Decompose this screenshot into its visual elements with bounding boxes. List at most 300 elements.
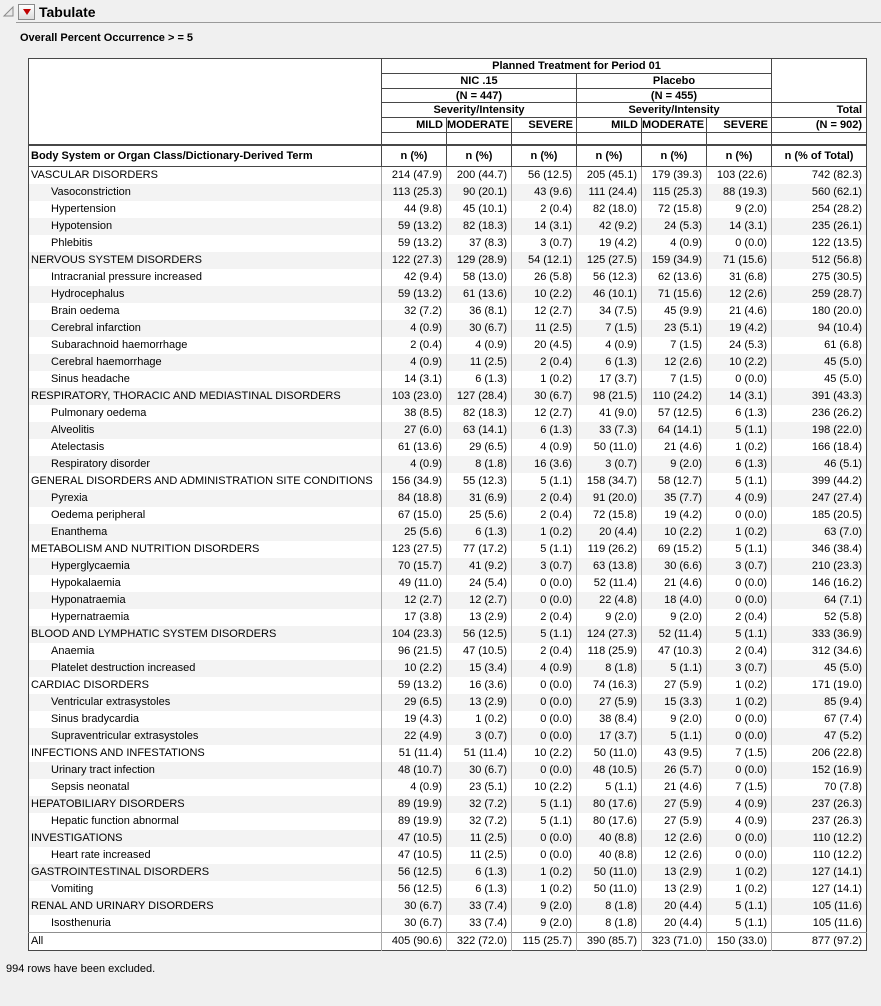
term-cell: Isosthenuria (51, 917, 111, 929)
value-cell: 72 (15.8) (642, 201, 707, 218)
value-cell: 47 (10.5) (382, 830, 447, 847)
value-cell: 152 (16.9) (772, 762, 867, 779)
value-cell: 22 (4.9) (382, 728, 447, 745)
term-cell: RENAL AND URINARY DISORDERS (29, 898, 382, 915)
value-cell: 21 (4.6) (642, 779, 707, 796)
value-cell: 10 (2.2) (512, 286, 577, 303)
value-cell: 127 (28.4) (447, 388, 512, 405)
value-cell: 4 (0.9) (512, 439, 577, 456)
value-cell: 1 (0.2) (447, 711, 512, 728)
table-row (29, 456, 867, 473)
outline-title-bar (0, 0, 881, 23)
value-cell: 5 (1.1) (512, 541, 577, 558)
value-cell: 56 (12.3) (577, 269, 642, 286)
value-cell: 205 (45.1) (577, 167, 642, 185)
term-cell: Hypokalaemia (51, 577, 121, 589)
value-cell: 4 (0.9) (642, 235, 707, 252)
value-cell: 5 (1.1) (512, 796, 577, 813)
table-row (29, 235, 867, 252)
value-cell: 237 (26.3) (772, 813, 867, 830)
value-cell: 50 (11.0) (577, 439, 642, 456)
value-cell: 4 (0.9) (447, 337, 512, 354)
value-cell: 1 (0.2) (512, 524, 577, 541)
value-cell: 560 (62.1) (772, 184, 867, 201)
value-cell: 33 (7.3) (577, 422, 642, 439)
value-cell: 0 (0.0) (512, 575, 577, 592)
value-cell: 56 (12.5) (382, 881, 447, 898)
value-cell: 21 (4.6) (707, 303, 772, 320)
value-cell: 13 (2.9) (447, 694, 512, 711)
value-cell: 32 (7.2) (447, 813, 512, 830)
value-cell: 17 (3.7) (577, 728, 642, 745)
value-cell: 57 (12.5) (642, 405, 707, 422)
term-cell: Alveolitis (29, 422, 382, 439)
term-cell: Brain oedema (51, 305, 120, 317)
value-cell: 89 (19.9) (382, 796, 447, 813)
value-cell: 3 (0.7) (447, 728, 512, 745)
value-cell: 45 (10.1) (447, 201, 512, 218)
header-group-placebo: Placebo (577, 74, 772, 89)
value-cell: 8 (1.8) (577, 660, 642, 677)
table-row (29, 728, 867, 745)
value-cell: 55 (12.3) (447, 473, 512, 490)
value-cell: 125 (27.5) (577, 252, 642, 269)
value-cell: 2 (0.4) (512, 609, 577, 626)
value-cell: 18 (4.0) (642, 592, 707, 609)
value-cell: 6 (1.3) (447, 524, 512, 541)
table-row (29, 796, 867, 813)
value-cell: 14 (3.1) (512, 218, 577, 235)
term-cell: Sepsis neonatal (51, 781, 130, 793)
table-body (29, 167, 867, 951)
value-cell: 46 (5.1) (772, 456, 867, 473)
value-cell: 3 (0.7) (707, 558, 772, 575)
term-cell: Hyperglycaemia (29, 558, 382, 575)
value-cell: 30 (6.7) (447, 762, 512, 779)
value-cell: 80 (17.6) (577, 796, 642, 813)
value-cell: 254 (28.2) (772, 201, 867, 218)
term-cell: All (29, 933, 382, 951)
term-cell: GENERAL DISORDERS AND ADMINISTRATION SITE CONDITIONS (31, 475, 373, 487)
term-cell: INFECTIONS AND INFESTATIONS (31, 747, 205, 759)
table-row (29, 898, 867, 915)
value-cell: 23 (5.1) (447, 779, 512, 796)
value-cell: 4 (0.9) (707, 813, 772, 830)
table-row (29, 405, 867, 422)
value-cell: 0 (0.0) (512, 762, 577, 779)
value-cell: 5 (1.1) (512, 626, 577, 643)
table-row (29, 847, 867, 864)
header-term-label: Body System or Organ Class/Dictionary-Derived Term (29, 145, 382, 167)
value-cell: 2 (0.4) (382, 337, 447, 354)
value-cell: 27 (5.9) (642, 677, 707, 694)
value-cell: 67 (15.0) (382, 507, 447, 524)
value-cell: 30 (6.7) (512, 388, 577, 405)
value-cell: 24 (5.4) (447, 575, 512, 592)
value-cell: 0 (0.0) (512, 847, 577, 864)
value-cell: 20 (4.4) (642, 915, 707, 933)
value-cell: 29 (6.5) (447, 439, 512, 456)
value-cell: 23 (5.1) (642, 320, 707, 337)
term-cell: Phlebitis (51, 237, 93, 249)
value-cell: 0 (0.0) (512, 711, 577, 728)
value-cell: 110 (12.2) (772, 847, 867, 864)
value-cell: 1 (0.2) (707, 677, 772, 694)
value-cell: 63 (14.1) (447, 422, 512, 439)
table-row (29, 558, 867, 575)
value-cell: 59 (13.2) (382, 677, 447, 694)
value-cell: 11 (2.5) (447, 847, 512, 864)
table-row (29, 592, 867, 609)
header-mild-nic15: MILD (382, 118, 447, 133)
value-cell: 127 (14.1) (772, 864, 867, 881)
term-cell: Vomiting (51, 883, 94, 895)
value-cell: 5 (1.1) (642, 660, 707, 677)
value-cell: 21 (4.6) (642, 439, 707, 456)
value-cell: 45 (9.9) (642, 303, 707, 320)
header-planned-treatment: Planned Treatment for Period 01 (382, 59, 772, 74)
table-row (29, 609, 867, 626)
disclosure-triangle-icon[interactable] (2, 5, 15, 18)
header-group-nic15: NIC .15 (382, 74, 577, 89)
term-cell: GASTROINTESTINAL DISORDERS (29, 864, 382, 881)
value-cell: 69 (15.2) (642, 541, 707, 558)
value-cell: 43 (9.6) (512, 184, 577, 201)
value-cell: 56 (12.5) (382, 864, 447, 881)
title-divider (16, 22, 881, 23)
tabulate-container (28, 58, 881, 951)
value-cell: 122 (27.3) (382, 252, 447, 269)
value-cell: 5 (1.1) (707, 473, 772, 490)
value-cell: 37 (8.3) (447, 235, 512, 252)
value-cell: 0 (0.0) (707, 762, 772, 779)
value-cell: 33 (7.4) (447, 898, 512, 915)
value-cell: 405 (90.6) (382, 933, 447, 951)
table-row (29, 218, 867, 235)
value-cell: 10 (2.2) (707, 354, 772, 371)
value-cell: 1 (0.2) (707, 524, 772, 541)
value-cell: 333 (36.9) (772, 626, 867, 643)
table-row (29, 779, 867, 796)
term-cell: Hepatic function abnormal (51, 815, 179, 827)
value-cell: 877 (97.2) (772, 933, 867, 951)
value-cell: 48 (10.7) (382, 762, 447, 779)
value-cell: 179 (39.3) (642, 167, 707, 185)
value-cell: 236 (26.2) (772, 405, 867, 422)
value-cell: 0 (0.0) (707, 847, 772, 864)
header-moderate-placebo: MODERATE (642, 118, 707, 133)
value-cell: 5 (1.1) (577, 779, 642, 796)
value-cell: 41 (9.0) (577, 405, 642, 422)
value-cell: 13 (2.9) (642, 881, 707, 898)
value-cell: 13 (2.9) (642, 864, 707, 881)
value-cell: 3 (0.7) (577, 456, 642, 473)
value-cell: 5 (1.1) (512, 473, 577, 490)
value-cell: 12 (2.7) (512, 303, 577, 320)
table-row (29, 303, 867, 320)
value-cell: 113 (25.3) (382, 184, 447, 201)
header-stat-label: n (%) (642, 145, 707, 167)
value-cell: 10 (2.2) (642, 524, 707, 541)
value-cell: 96 (21.5) (382, 643, 447, 660)
red-triangle-menu-icon[interactable] (18, 4, 35, 20)
value-cell: 115 (25.3) (642, 184, 707, 201)
value-cell: 9 (2.0) (707, 201, 772, 218)
table-row (29, 524, 867, 541)
value-cell: 0 (0.0) (707, 592, 772, 609)
value-cell: 2 (0.4) (512, 201, 577, 218)
value-cell: 2 (0.4) (512, 643, 577, 660)
value-cell: 0 (0.0) (512, 830, 577, 847)
value-cell: 72 (15.8) (577, 507, 642, 524)
value-cell: 200 (44.7) (447, 167, 512, 185)
value-cell: 8 (1.8) (577, 898, 642, 915)
value-cell: 115 (25.7) (512, 933, 577, 951)
value-cell: 34 (7.5) (577, 303, 642, 320)
value-cell: 11 (2.5) (447, 354, 512, 371)
value-cell: 61 (6.8) (772, 337, 867, 354)
table-row (29, 320, 867, 337)
value-cell: 322 (72.0) (447, 933, 512, 951)
value-cell: 30 (6.7) (382, 915, 447, 933)
value-cell: 312 (34.6) (772, 643, 867, 660)
value-cell: 27 (5.9) (642, 813, 707, 830)
value-cell: 2 (0.4) (512, 507, 577, 524)
header-stat-label: n (%) (577, 145, 642, 167)
value-cell: 52 (11.4) (642, 626, 707, 643)
value-cell: 64 (14.1) (642, 422, 707, 439)
value-cell: 71 (15.6) (707, 252, 772, 269)
value-cell: 22 (4.8) (577, 592, 642, 609)
value-cell: 0 (0.0) (512, 592, 577, 609)
term-cell: Intracranial pressure increased (51, 271, 203, 283)
term-cell: Cerebral infarction (29, 320, 382, 337)
header-stat-label: n (%) (382, 145, 447, 167)
page-title: Tabulate (39, 3, 96, 20)
value-cell: 27 (5.9) (642, 796, 707, 813)
value-cell: 1 (0.2) (707, 439, 772, 456)
value-cell: 82 (18.0) (577, 201, 642, 218)
value-cell: 159 (34.9) (642, 252, 707, 269)
value-cell: 110 (24.2) (642, 388, 707, 405)
value-cell: 98 (21.5) (577, 388, 642, 405)
value-cell: 4 (0.9) (707, 796, 772, 813)
value-cell: 82 (18.3) (447, 405, 512, 422)
value-cell: 110 (12.2) (772, 830, 867, 847)
header-stat-label: n (%) (512, 145, 577, 167)
value-cell: 74 (16.3) (577, 677, 642, 694)
value-cell: 45 (5.0) (772, 371, 867, 388)
value-cell: 156 (34.9) (382, 473, 447, 490)
term-cell: Urinary tract infection (29, 762, 382, 779)
value-cell: 6 (1.3) (577, 354, 642, 371)
header-moderate-nic15: MODERATE (447, 118, 512, 133)
value-cell: 67 (7.4) (772, 711, 867, 728)
value-cell: 122 (13.5) (772, 235, 867, 252)
value-cell: 185 (20.5) (772, 507, 867, 524)
value-cell: 26 (5.8) (512, 269, 577, 286)
value-cell: 7 (1.5) (642, 337, 707, 354)
value-cell: 54 (12.1) (512, 252, 577, 269)
value-cell: 48 (10.5) (577, 762, 642, 779)
value-cell: 46 (10.1) (577, 286, 642, 303)
excluded-rows-note: 994 rows have been excluded. (6, 963, 156, 975)
value-cell: 38 (8.5) (382, 405, 447, 422)
term-cell: Atelectasis (51, 441, 105, 453)
value-cell: 104 (23.3) (382, 626, 447, 643)
value-cell: 50 (11.0) (577, 745, 642, 762)
value-cell: 90 (20.1) (447, 184, 512, 201)
value-cell: 31 (6.8) (707, 269, 772, 286)
value-cell: 6 (1.3) (447, 371, 512, 388)
value-cell: 198 (22.0) (772, 422, 867, 439)
value-cell: 41 (9.2) (447, 558, 512, 575)
value-cell: 15 (3.4) (447, 660, 512, 677)
value-cell: 14 (3.1) (382, 371, 447, 388)
table-row (29, 915, 867, 933)
value-cell: 52 (5.8) (772, 609, 867, 626)
value-cell: 35 (7.7) (642, 490, 707, 507)
term-cell: Cerebral haemorrhage (29, 354, 382, 371)
value-cell: 32 (7.2) (447, 796, 512, 813)
value-cell: 7 (1.5) (577, 320, 642, 337)
value-cell: 124 (27.3) (577, 626, 642, 643)
term-cell: Pulmonary oedema (51, 407, 147, 419)
value-cell: 12 (2.6) (642, 847, 707, 864)
value-cell: 5 (1.1) (642, 728, 707, 745)
value-cell: 150 (33.0) (707, 933, 772, 951)
term-cell: NERVOUS SYSTEM DISORDERS (29, 252, 382, 269)
value-cell: 9 (2.0) (577, 609, 642, 626)
value-cell: 26 (5.7) (642, 762, 707, 779)
value-cell: 24 (5.3) (642, 218, 707, 235)
value-cell: 158 (34.7) (577, 473, 642, 490)
value-cell: 0 (0.0) (707, 711, 772, 728)
value-cell: 3 (0.7) (512, 558, 577, 575)
header-total-stat-label: n (% of Total) (772, 145, 867, 167)
value-cell: 17 (3.8) (382, 609, 447, 626)
value-cell: 43 (9.5) (642, 745, 707, 762)
value-cell: 38 (8.4) (577, 711, 642, 728)
term-cell: Hypotension (29, 218, 382, 235)
value-cell: 30 (6.7) (382, 898, 447, 915)
value-cell: 9 (2.0) (642, 456, 707, 473)
value-cell: 58 (12.7) (642, 473, 707, 490)
value-cell: 12 (2.7) (512, 405, 577, 422)
value-cell: 4 (0.9) (382, 779, 447, 796)
value-cell: 1 (0.2) (707, 881, 772, 898)
value-cell: 5 (1.1) (707, 626, 772, 643)
header-total-label: Total (772, 103, 867, 118)
term-cell: INVESTIGATIONS (29, 830, 382, 847)
value-cell: 5 (1.1) (707, 915, 772, 933)
value-cell: 9 (2.0) (512, 915, 577, 933)
value-cell: 19 (4.2) (707, 320, 772, 337)
value-cell: 103 (23.0) (382, 388, 447, 405)
table-row (29, 184, 867, 201)
header-n-placebo: (N = 455) (577, 89, 772, 103)
value-cell: 52 (11.4) (577, 575, 642, 592)
value-cell: 2 (0.4) (707, 609, 772, 626)
term-cell: Enanthema (29, 524, 382, 541)
term-cell: Sinus headache (51, 373, 130, 385)
value-cell: 70 (15.7) (382, 558, 447, 575)
value-cell: 0 (0.0) (512, 694, 577, 711)
header-n-nic15: (N = 447) (382, 89, 577, 103)
value-cell: 180 (20.0) (772, 303, 867, 320)
value-cell: 12 (2.6) (642, 354, 707, 371)
value-cell: 7 (1.5) (642, 371, 707, 388)
value-cell: 166 (18.4) (772, 439, 867, 456)
term-cell: HEPATOBILIARY DISORDERS (29, 796, 382, 813)
value-cell: 42 (9.4) (382, 269, 447, 286)
value-cell: 36 (8.1) (447, 303, 512, 320)
table-row (29, 201, 867, 218)
value-cell: 742 (82.3) (772, 167, 867, 185)
value-cell: 85 (9.4) (772, 694, 867, 711)
value-cell: 12 (2.7) (447, 592, 512, 609)
value-cell: 10 (2.2) (512, 745, 577, 762)
value-cell: 1 (0.2) (707, 864, 772, 881)
term-cell: Ventricular extrasystoles (29, 694, 382, 711)
value-cell: 20 (4.4) (577, 524, 642, 541)
value-cell: 13 (2.9) (447, 609, 512, 626)
value-cell: 6 (1.3) (707, 456, 772, 473)
table-row (29, 388, 867, 405)
value-cell: 206 (22.8) (772, 745, 867, 762)
value-cell: 25 (5.6) (447, 507, 512, 524)
value-cell: 6 (1.3) (447, 864, 512, 881)
table-row (29, 864, 867, 881)
value-cell: 4 (0.9) (382, 320, 447, 337)
table-row (29, 626, 867, 643)
value-cell: 49 (11.0) (382, 575, 447, 592)
term-cell: METABOLISM AND NUTRITION DISORDERS (31, 543, 260, 555)
term-cell: Supraventricular extrasystoles (29, 728, 382, 745)
value-cell: 11 (2.5) (447, 830, 512, 847)
value-cell: 29 (6.5) (382, 694, 447, 711)
value-cell: 25 (5.6) (382, 524, 447, 541)
value-cell: 118 (25.9) (577, 643, 642, 660)
value-cell: 33 (7.4) (447, 915, 512, 933)
table-row (29, 541, 867, 558)
value-cell: 84 (18.8) (382, 490, 447, 507)
value-cell: 5 (1.1) (512, 813, 577, 830)
value-cell: 105 (11.6) (772, 915, 867, 933)
value-cell: 40 (8.8) (577, 830, 642, 847)
value-cell: 10 (2.2) (382, 660, 447, 677)
header-severity-nic15: Severity/Intensity (382, 103, 577, 118)
table-row (29, 762, 867, 779)
table-row (29, 677, 867, 694)
value-cell: 399 (44.2) (772, 473, 867, 490)
value-cell: 50 (11.0) (577, 864, 642, 881)
value-cell: 16 (3.6) (447, 677, 512, 694)
term-cell: Hypertension (51, 203, 116, 215)
value-cell: 63 (13.8) (577, 558, 642, 575)
table-row (29, 422, 867, 439)
value-cell: 8 (1.8) (447, 456, 512, 473)
table-row (29, 507, 867, 524)
header-total-n: (N = 902) (772, 118, 867, 133)
table-row (29, 694, 867, 711)
value-cell: 77 (17.2) (447, 541, 512, 558)
value-cell: 1 (0.2) (512, 881, 577, 898)
value-cell: 47 (5.2) (772, 728, 867, 745)
value-cell: 103 (22.6) (707, 167, 772, 185)
term-cell: Platelet destruction increased (29, 660, 382, 677)
value-cell: 9 (2.0) (642, 609, 707, 626)
